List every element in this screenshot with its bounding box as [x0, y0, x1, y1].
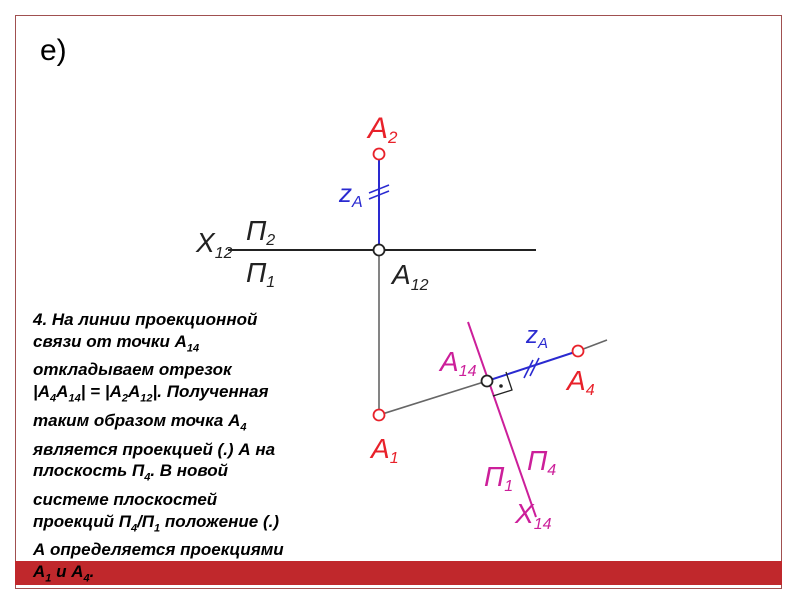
step-description	[33, 309, 373, 590]
label-x12: $X_{12}$	[196, 227, 233, 262]
text-line: $|А_4А_{14}| = |А_2А_{12}|$. Полученная	[33, 381, 269, 405]
point-a2	[374, 149, 385, 160]
label-za-top: zA	[339, 178, 363, 211]
text-line: плоскость $П_4$. В новой	[33, 461, 229, 484]
text-line: 4. На линии проекционной	[33, 310, 258, 329]
text-line: $А_1$ и $А_4$.	[33, 561, 95, 585]
point-a4	[573, 346, 584, 357]
label-a1: A1	[371, 433, 399, 467]
label-a2: A2	[368, 112, 398, 147]
section-label: е)	[40, 34, 67, 67]
point-a12	[374, 245, 385, 256]
text-line: системе плоскостей	[33, 490, 218, 510]
right-angle-dot	[499, 384, 503, 388]
label-a4: A4	[567, 365, 595, 399]
text-line: таким образом точка $А_4$	[33, 410, 247, 434]
text-line: связи от точки $А_{14}$	[33, 331, 200, 354]
text-line: является проекцией (.) А на	[33, 439, 276, 459]
text-line: проекций $П_4/П_1$ положение (.)	[33, 511, 279, 534]
label-x14: $X_{14}$	[515, 498, 552, 533]
label-a14: A14	[440, 346, 477, 380]
label-p1: П1	[246, 257, 276, 291]
link-line-a14-a4	[487, 351, 578, 381]
label-p4: П4	[527, 445, 557, 479]
label-p1-new: П1	[484, 461, 514, 495]
label-p2: П2	[246, 215, 276, 249]
point-a1	[374, 410, 385, 421]
text-line: А определяется проекциями	[33, 540, 284, 560]
text-line: откладываем отрезок	[33, 360, 232, 380]
link-line-a1-a14	[379, 381, 487, 415]
label-za-right: $z_A$	[526, 322, 549, 352]
point-a14	[482, 376, 493, 387]
label-a12: $A_{12}$	[392, 259, 429, 294]
